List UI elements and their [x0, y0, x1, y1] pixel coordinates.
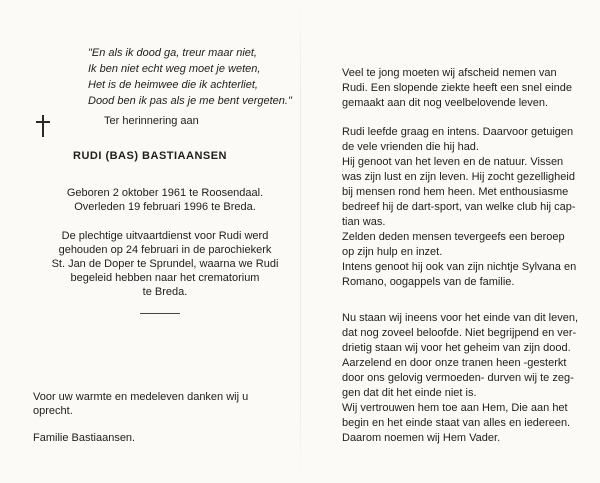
life-paragraph — [342, 125, 576, 290]
deceased-name: RUDI (BAS) BASTIAANSEN — [73, 150, 227, 162]
divider — [140, 313, 180, 314]
poem-line: Het is de heimwee die ik achterliet, — [88, 79, 258, 91]
paragraph-line: Rudi. Een slopende ziekte heeft een snel einde — [342, 82, 572, 94]
family-signature: Familie Bastiaansen. — [33, 432, 136, 444]
poem — [88, 45, 303, 109]
paragraph-line: Hij genoot van het leven en de natuur. Vissen — [342, 156, 564, 168]
funeral-service — [20, 229, 310, 299]
paragraph-line: Wij vertrouwen hem toe aan Hem, Die aan het — [342, 402, 568, 414]
poem-line: "En als ik dood ga, treur maar niet, — [88, 47, 257, 59]
service-line: St. Jan de Doper te Sprundel, waarna we Rudi — [51, 258, 279, 270]
paragraph-line: Zelden deden mensen tevergeefs een beroep — [342, 231, 565, 243]
paragraph-line: bij mensen rond hem heen. Met enthousiasme — [342, 186, 569, 198]
paragraph-line: Romano, oogappels van de familie. — [342, 276, 515, 288]
paragraph-line: gemaakt aan dit nog veelbelovende leven. — [342, 97, 549, 109]
paragraph-line: Nu staan wij ineens voor het einde van dit leven, — [342, 312, 579, 324]
poem-line: Ik ben niet echt weg moet je weten, — [88, 63, 261, 75]
paragraph-line: begin en het einde staat van alles en iedereen. — [342, 417, 571, 429]
birth-line: Geboren 2 oktober 1961 te Roosendaal. — [66, 187, 264, 199]
paragraph-line: de vele vrienden die hij had. — [342, 141, 479, 153]
thanks-text — [33, 390, 283, 418]
faith-paragraph — [342, 311, 578, 446]
paragraph-line: Aarzelend en door onze tranen heen -gesterkt — [342, 357, 567, 369]
paragraph-line: drietig staan wij voor het geheim van zijn dood. — [342, 342, 571, 354]
thanks-line: Voor uw warmte en medeleven danken wij u — [33, 391, 249, 403]
paragraph-line: tian was. — [342, 216, 386, 228]
paragraph-line: was zijn lust en zijn leven. Hij zocht gezelligheid — [342, 171, 575, 183]
farewell-paragraph — [342, 66, 590, 111]
paragraph-line: bedreef hij de dart-sport, van welke club hij cap- — [342, 201, 576, 213]
paragraph-line: Veel te jong moeten wij afscheid nemen van — [342, 67, 557, 79]
service-line: begeleid hebben naar het crematorium — [70, 272, 260, 284]
thanks-line: oprecht. — [33, 405, 73, 417]
poem-line: Dood ben ik pas als je me bent vergeten." — [88, 95, 292, 107]
service-line: te Breda. — [142, 286, 188, 298]
paragraph-line: op zijn hulp en inzet. — [342, 246, 443, 258]
service-line: De plechtige uitvaartdienst voor Rudi werd — [61, 230, 269, 242]
service-line: gehouden op 24 februari in de parochiekerk — [58, 244, 272, 256]
paragraph-line: door ons gelovig vermoeden- durven wij te zeg- — [342, 372, 574, 384]
memory-heading: Ter herinnering aan — [104, 115, 199, 127]
paragraph-line: Intens genoot hij ook van zijn nichtje Sylvana en — [342, 261, 577, 273]
paragraph-line: dat nog zoveel beloofde. Niet begrijpend en ver- — [342, 327, 577, 339]
paragraph-line: Rudi leefde graag en intens. Daarvoor getuigen — [342, 126, 574, 138]
life-dates — [20, 186, 310, 214]
paragraph-line: gen dat dit het einde niet is. — [342, 387, 477, 399]
paragraph-line: Daarom noemen wij Hem Vader. — [342, 432, 501, 444]
death-line: Overleden 19 februari 1996 te Breda. — [74, 201, 256, 213]
cross-icon — [36, 115, 50, 137]
